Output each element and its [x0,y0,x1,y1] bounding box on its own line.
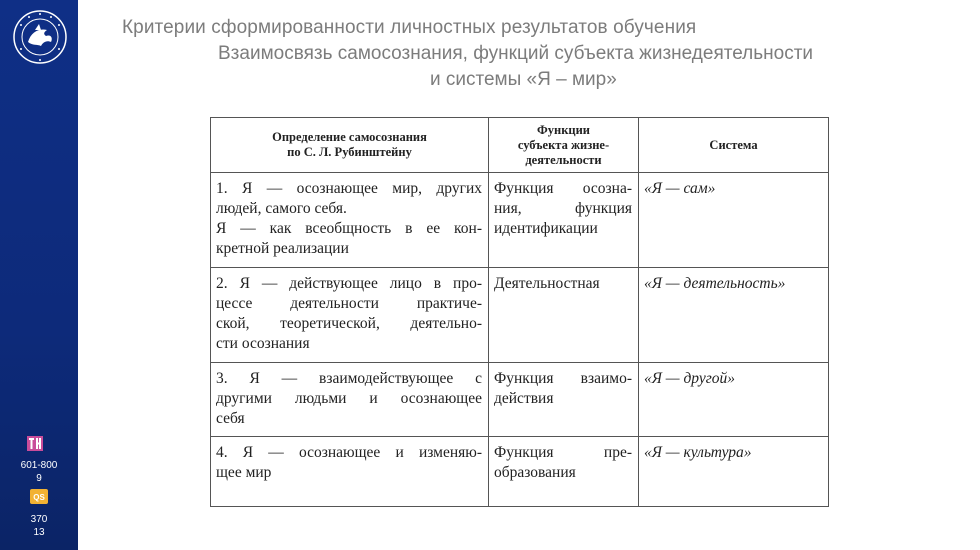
header-system: Система [639,118,829,173]
the-ranking-logo-icon [27,436,43,451]
header-definition: Определение самосознания по С. Л. Рубинштейну [211,118,489,173]
definition-cell: 2. Я — действующее лицо в про- цессе деятельности практиче- ской, теоретической, деятельно- сти осознания [211,268,489,363]
qs-ranking-logo-icon [30,489,48,504]
slide-subtitle-line2: и системы «Я – мир» [430,69,617,90]
system-cell: «Я — другой» [639,363,829,437]
table-row [211,173,829,268]
definition-cell: 4. Я — осознающее и изменяю- щее мир [211,437,489,507]
the-rank-sub: 9 [36,473,42,484]
university-logo-icon [13,10,67,64]
slide-subtitle-line1: Взаимосвязь самосознания, функций субъекта жизнедеятельности [218,43,814,64]
self-awareness-table [210,117,829,507]
table-row [211,268,829,363]
function-cell: Функция пре- образования [489,437,639,507]
function-cell: Функция взаимо- действия [489,363,639,437]
system-cell: «Я — деятельность» [639,268,829,363]
definition-cell: 1. Я — осознающее мир, других людей, самого себя. Я — как всеобщность в ее кон- кретной реализации [211,173,489,268]
qs-rank-sub: 13 [33,527,45,538]
function-cell: Функция осозна- ния, функция идентификации [489,173,639,268]
sidebar [0,0,78,550]
table-row [211,363,829,437]
slide-title: Критерии сформированности личностных результатов обучения [122,17,697,38]
header-functions: Функции субъекта жизне- деятельности [489,118,639,173]
the-rank: 601-800 [20,460,58,471]
table-row [211,437,829,507]
definition-cell: 3. Я — взаимодействующее с другими людьми и осознающее себя [211,363,489,437]
system-cell: «Я — сам» [639,173,829,268]
svg-text:QS: QS [33,493,45,502]
system-cell: «Я — культура» [639,437,829,507]
qs-rank: 370 [30,514,48,525]
table-header-row [211,118,829,173]
function-cell: Деятельностная [489,268,639,363]
